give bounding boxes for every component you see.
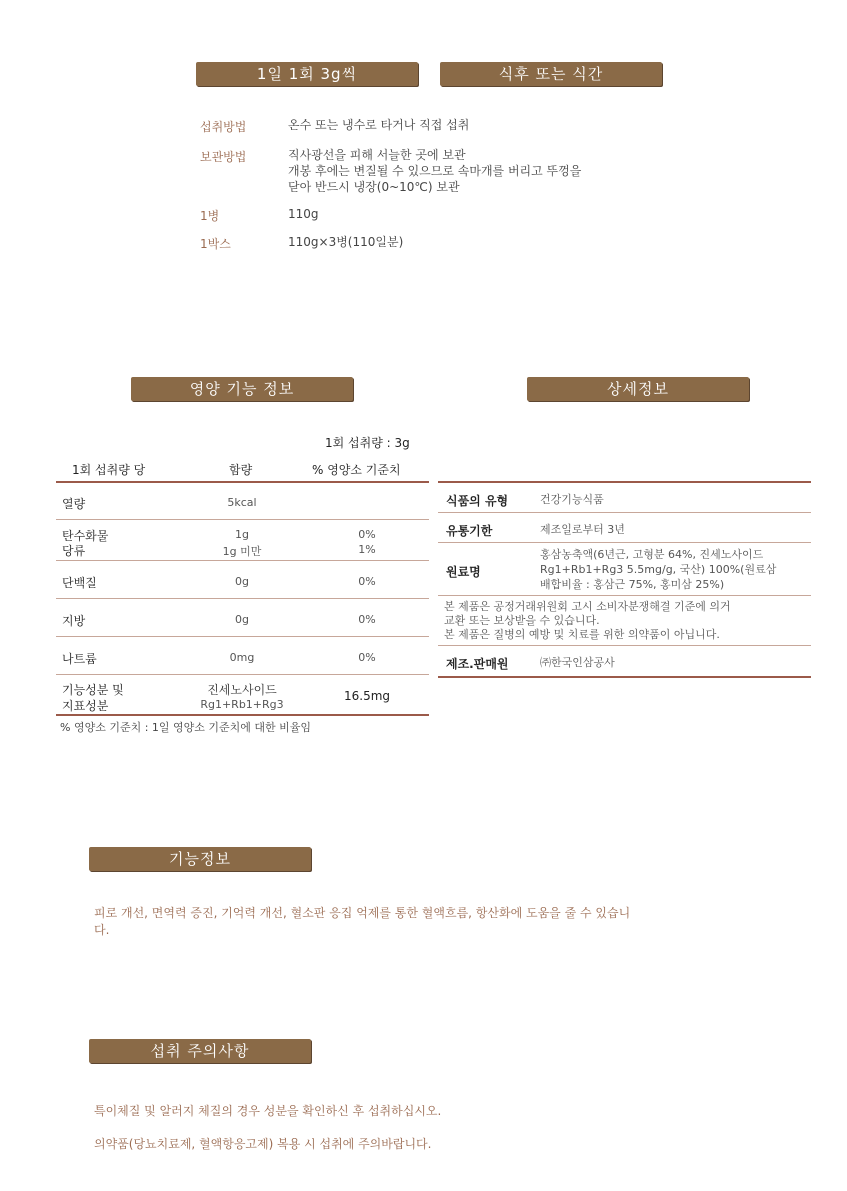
detail-bottom-rule — [438, 676, 811, 678]
function-text-2: 다. — [94, 923, 110, 937]
row-percent: 0% — [358, 651, 376, 664]
box-label: 1박스 — [200, 237, 231, 251]
row-name: 열량 — [62, 497, 86, 511]
row-percent: 1% — [358, 543, 376, 556]
functional-amount-2: Rg1+Rb1+Rg3 — [200, 698, 284, 711]
maker-label: 제조.판매원 — [446, 657, 509, 671]
bottle-value: 110g — [288, 207, 319, 221]
row-name: 지방 — [62, 614, 86, 628]
row-divider — [56, 560, 429, 561]
storage-method-label: 보관방법 — [200, 150, 247, 164]
ingredient-label: 원료명 — [446, 565, 481, 579]
notice-line-2: 교환 또는 보상받을 수 있습니다. — [444, 614, 600, 627]
expiry-label: 유통기한 — [446, 524, 493, 538]
storage-line-3: 닫아 반드시 냉장(0~10℃) 보관 — [288, 180, 460, 194]
functional-amount-1: 진세노사이드 — [207, 683, 277, 697]
detail-divider — [438, 512, 811, 513]
row-amount: 0mg — [229, 651, 255, 664]
detail-divider — [438, 595, 811, 596]
expiry-value: 제조일로부터 3년 — [540, 523, 625, 536]
row-name: 탄수화물 — [62, 529, 109, 543]
intake-method-value: 온수 또는 냉수로 타거나 직접 섭취 — [288, 118, 470, 132]
detail-divider — [438, 542, 811, 543]
row-percent: 0% — [358, 575, 376, 588]
functional-name-1: 기능성분 및 — [62, 683, 124, 697]
col-per-serving: 1회 섭취량 당 — [72, 463, 146, 477]
row-divider — [56, 674, 429, 675]
row-amount: 0g — [235, 613, 249, 626]
row-percent: 0% — [358, 528, 376, 541]
storage-line-1: 직사광선을 피해 서늘한 곳에 보관 — [288, 148, 466, 162]
row-name: 나트륨 — [62, 652, 97, 666]
food-type-label: 식품의 유형 — [446, 494, 509, 508]
function-text: 피로 개선, 면역력 증진, 기억력 개선, 혈소판 응집 억제를 통한 혈액흐름, 항산화에 도움을 줄 수 있습니 — [94, 906, 631, 920]
row-name: 당류 — [62, 544, 86, 558]
row-amount: 5kcal — [227, 496, 257, 509]
caution-line-2: 의약품(당뇨치료제, 혈액항응고제) 복용 시 섭취에 주의바랍니다. — [94, 1137, 432, 1151]
functional-name-2: 지표성분 — [62, 699, 109, 713]
nutrition-top-rule — [56, 481, 429, 483]
row-amount: 0g — [235, 575, 249, 588]
box-value: 110g×3병(110일분) — [288, 235, 404, 249]
row-divider — [56, 636, 429, 637]
maker-value: ㈜한국인삼공사 — [540, 656, 615, 669]
storage-line-2: 개봉 후에는 변질될 수 있으므로 속마개를 버리고 뚜껑을 — [288, 164, 582, 178]
row-amount: 1g 미만 — [222, 545, 262, 558]
nutrition-header: 영양 기능 정보 — [131, 377, 353, 401]
detail-divider — [438, 645, 811, 646]
function-header: 기능정보 — [89, 847, 311, 871]
ingredient-line-3: 배합비율 : 홍삼근 75%, 홍미삼 25%) — [540, 578, 725, 591]
col-percent: % 영양소 기준치 — [312, 463, 401, 477]
food-type-value: 건강기능식품 — [540, 493, 604, 506]
notice-line-3: 본 제품은 질병의 예방 및 치료를 위한 의약품이 아닙니다. — [444, 628, 720, 641]
ingredient-line-1: 홍삼농축액(6년근, 고형분 64%, 진세노사이드 — [540, 548, 764, 561]
row-percent: 0% — [358, 613, 376, 626]
ingredient-line-2: Rg1+Rb1+Rg3 5.5mg/g, 국산) 100%(원료삼 — [540, 563, 777, 576]
timing-badge: 식후 또는 식간 — [440, 62, 662, 86]
detail-header: 상세정보 — [527, 377, 749, 401]
nutrition-footnote: % 영양소 기준치 : 1일 영양소 기준치에 대한 비율임 — [60, 721, 312, 734]
caution-line-1: 특이체질 및 알러지 체질의 경우 성분을 확인하신 후 섭취하십시오. — [94, 1104, 442, 1118]
bottle-label: 1병 — [200, 209, 220, 223]
serving-size: 1회 섭취량 : 3g — [325, 436, 410, 450]
functional-value: 16.5mg — [343, 689, 391, 703]
nutrition-bottom-rule — [56, 714, 429, 716]
notice-line-1: 본 제품은 공정거래위원회 고시 소비자분쟁해결 기준에 의거 — [444, 600, 731, 613]
row-divider — [56, 598, 429, 599]
row-amount: 1g — [235, 528, 249, 541]
intake-method-label: 섭취방법 — [200, 120, 247, 134]
col-amount: 함량 — [229, 463, 253, 477]
caution-header: 섭취 주의사항 — [89, 1039, 311, 1063]
detail-top-rule — [438, 481, 811, 483]
row-name: 단백질 — [62, 576, 97, 590]
dose-badge: 1일 1회 3g씩 — [196, 62, 418, 86]
row-divider — [56, 519, 429, 520]
